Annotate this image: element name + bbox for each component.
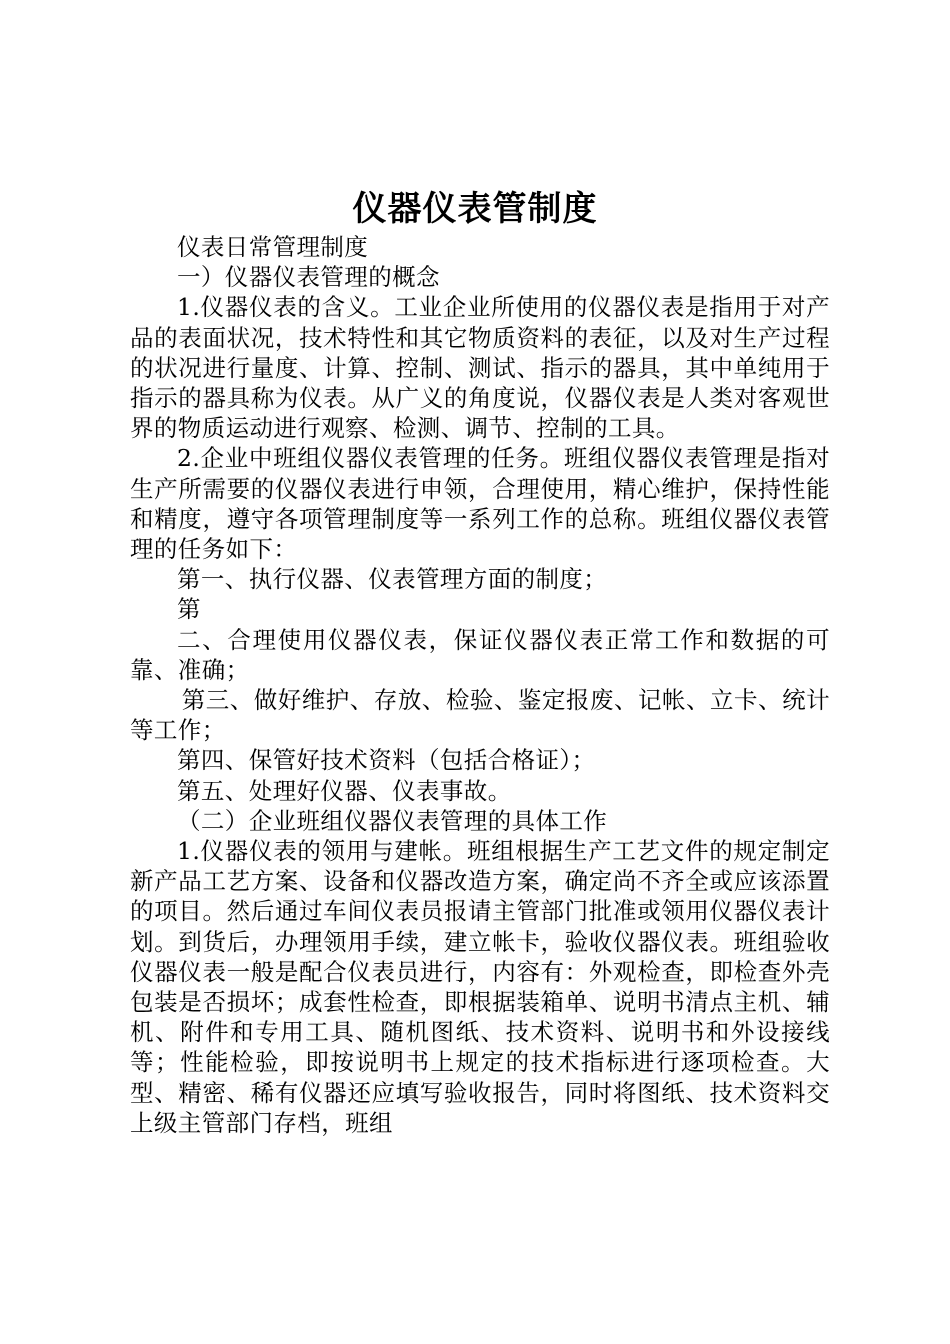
list-item-fourth: 第四、保管好技术资料（包括合格证）； (177, 746, 596, 775)
section-heading-specific-work: （二）企业班组仪器仪表管理的具体工作 (177, 806, 608, 835)
paragraph-instrument-definition: 1.仪器仪表的含义。工业企业所使用的仪器仪表是指用于对产品的表面状况，技术特性和其它物质资料的表征，以及对生产过程的状况进行量度、计算、控制、测试、指示的器具，其中单纯用于指示的器具称为仪表。从广义的角度说，仪器仪表是人类对客观世界的物质运动进行观察、检测、调节、控制的工具。 (130, 293, 830, 443)
list-item-third: 第三、做好维护、存放、检验、鉴定报废、记帐、立卡、统计等工作； (130, 686, 830, 745)
list-item-first: 第一、执行仪器、仪表管理方面的制度； (177, 565, 608, 594)
document-body (130, 232, 830, 1138)
paragraph-team-management-task: 2.企业中班组仪器仪表管理的任务。班组仪器仪表管理是指对生产所需要的仪器仪表进行申领，合理使用，精心维护，保持性能和精度，遵守各项管理制度等一系列工作的总称。班组仪器仪表管理的任务如下： (130, 444, 830, 564)
list-item-second-prefix: 第 (177, 595, 201, 624)
list-item-fifth: 第五、处理好仪器、仪表事故。 (177, 776, 512, 805)
list-item-second: 二、合理使用仪器仪表，保证仪器仪表正常工作和数据的可靠、准确； (130, 625, 830, 684)
document-title: 仪器仪表管制度 (352, 189, 598, 229)
section-heading-daily-management: 仪表日常管理制度 (177, 233, 369, 261)
paragraph-receiving-and-accounts: 1.仪器仪表的领用与建帐。班组根据生产工艺文件的规定制定新产品工艺方案、设备和仪器改造方案，确定尚不齐全或应该添置的项目。然后通过车间仪表员报请主管部门批准或领用仪器仪表计划。到货后，办理领用手续，建立帐卡，验收仪器仪表。班组验收仪器仪表一般是配合仪表员进行，内容有：外观检查，即检查外壳包装是否损坏；成套性检查，即根据装箱单、说明书清点主机、辅机、附件和专用工具、随机图纸、技术资料、说明书和外设接线等；性能检验，即按说明书上规定的技术指标进行逐项检查。大型、精密、稀有仪器还应填写验收报告，同时将图纸、技术资料交上级主管部门存档，班组 (130, 837, 830, 1137)
section-heading-concept: 一）仪器仪表管理的概念 (177, 263, 440, 292)
